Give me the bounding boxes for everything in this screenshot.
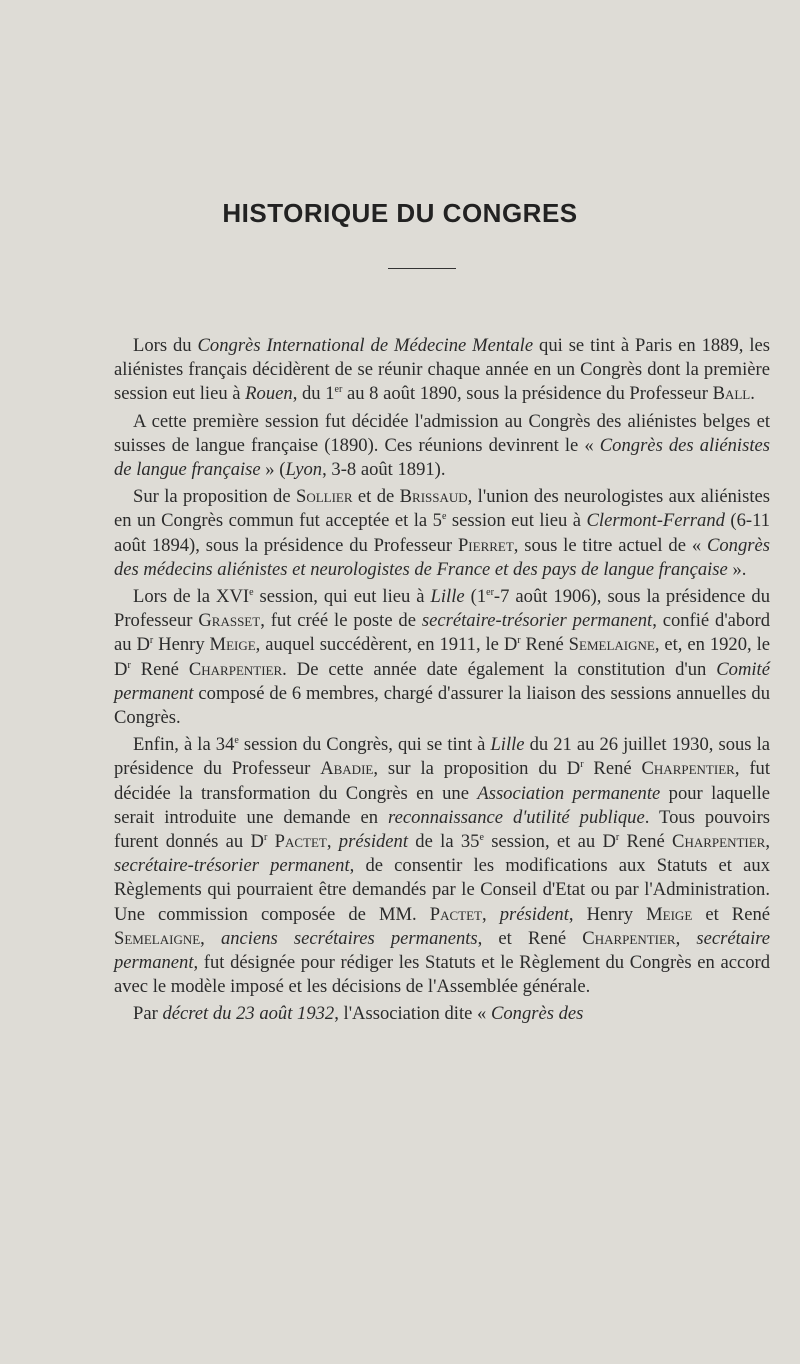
small-caps-name: Meige <box>646 903 693 925</box>
italic-run: secrétaire permanent <box>114 927 771 974</box>
small-caps-name: Semelaigne <box>114 927 201 949</box>
text-run: -7 août 1906), sous la présidence du Professeur <box>114 586 771 632</box>
small-caps-name: Charpentier <box>672 831 766 853</box>
text-run: , 3-8 août 1891). <box>322 459 446 481</box>
superscript: r <box>615 832 620 844</box>
text-run: , confié d'abord au D <box>114 610 771 656</box>
text-run: , fut désignée pour rédiger les Statuts et le Règlement du Congrès en accord avec le modèle imposé et les décisions de l'Assemblée générale. <box>114 952 770 998</box>
italic-run: Association permanente <box>477 782 661 804</box>
text-run: de la 35 <box>408 831 480 853</box>
text-run: , <box>675 927 697 949</box>
small-caps-name: Semelaigne <box>568 634 655 656</box>
superscript: er <box>486 587 494 599</box>
text-run: session du Congrès, qui se tint à <box>238 734 491 756</box>
italic-run: Rouen <box>245 383 293 405</box>
paragraph <box>114 1002 770 1026</box>
small-caps-name: Meige <box>209 634 256 656</box>
text-run: Enfin, à la 34 <box>133 734 235 756</box>
text-run: session, qui eut lieu à <box>253 586 431 608</box>
italic-run: reconnaissance d'utilité publique <box>388 806 645 828</box>
text-run: , et René <box>477 927 583 949</box>
text-run: , l'Association dite « <box>334 1003 491 1025</box>
text-run: René <box>130 658 189 680</box>
text-run: Sur la proposition de <box>133 486 296 508</box>
paragraph <box>114 485 770 582</box>
text-run: (1 <box>464 586 487 608</box>
text-run: , auquel succédèrent, en 1911, le D <box>255 634 518 656</box>
paragraph <box>114 410 770 483</box>
superscript: er <box>334 384 343 396</box>
italic-run: Clermont-Ferrand <box>586 510 725 532</box>
text-run: et de <box>352 486 400 508</box>
text-run: Lors du <box>133 335 198 356</box>
italic-run: Congrès des aliénistes de langue française <box>114 434 770 481</box>
small-caps-name: Charpentier <box>188 658 283 680</box>
text-run: et René <box>692 903 770 925</box>
text-run: René <box>619 831 673 853</box>
text-run: au 8 août 1890, sous la présidence du Professeur <box>342 383 713 405</box>
text-run: , fut créé le poste de <box>260 610 422 632</box>
small-caps-name: Pactet <box>429 903 482 925</box>
superscript: r <box>263 832 268 844</box>
superscript: e <box>441 511 447 523</box>
title-divider <box>388 268 456 269</box>
italic-run: Congrès International de Médecine Mentale <box>197 335 534 356</box>
text-run: , l'union des neurologistes aux aliénistes en un Congrès commun fut acceptée et la 5 <box>114 486 770 532</box>
page-title: HISTORIQUE DU CONGRES <box>222 198 578 228</box>
superscript: r <box>149 635 154 647</box>
text-run: A cette première session fut décidée l'admission au Congrès des aliénistes belges et suisses de langue française (1890). Ces réunions devinrent le « <box>114 410 770 456</box>
italic-run: Congrès des <box>490 1003 584 1025</box>
small-caps-name: Sollier <box>295 486 353 508</box>
italic-run: président <box>499 903 569 925</box>
text-run: composé de 6 membres, chargé d'assurer la liaison des sessions annuelles du Congrès. <box>114 682 770 729</box>
superscript: r <box>127 659 131 671</box>
superscript: e <box>479 832 484 844</box>
italic-run: secrétaire-trésorier permanent <box>114 855 350 877</box>
italic-run: anciens secrétaires permanents <box>220 927 478 949</box>
text-run: , <box>481 903 500 925</box>
text-run: René <box>583 758 642 780</box>
text-run: . <box>750 383 755 405</box>
small-caps-name: Charpentier <box>641 758 735 780</box>
text-run: , Henry <box>568 903 647 925</box>
small-caps-name: Pactet <box>274 831 327 853</box>
text-run <box>267 831 274 852</box>
italic-run: président <box>338 831 408 853</box>
superscript: r <box>517 635 521 647</box>
small-caps-name: Grasset <box>198 610 261 632</box>
italic-run: Lille <box>430 586 465 608</box>
italic-run: secrétaire-trésorier permanent <box>421 610 653 632</box>
text-run: . De cette année date également la constitution d'un <box>282 658 717 680</box>
text-run: , <box>326 831 339 853</box>
text-run: Par <box>133 1003 163 1025</box>
small-caps-name: Ball <box>712 383 751 405</box>
italic-run: Lyon <box>285 459 323 481</box>
small-caps-name: Abadie <box>320 758 374 780</box>
text-run: pour laquelle serait introduite une demande en <box>114 782 770 828</box>
text-run: , <box>200 927 221 949</box>
small-caps-name: Pierret <box>457 534 514 556</box>
text-run: Lors de la XVI <box>133 586 250 608</box>
text-run: Henry <box>153 634 210 656</box>
text-run: René <box>520 634 569 656</box>
paragraph <box>114 585 770 730</box>
italic-run: Congrès des médecins aliénistes et neurologistes de France et des pays de langue française <box>114 534 770 580</box>
text-run: , sous le titre actuel de « <box>513 534 707 556</box>
italic-run: Lille <box>490 734 525 756</box>
text-run: . Tous pouvoirs furent donnés au D <box>114 806 771 853</box>
body-text <box>114 334 770 1030</box>
text-run: , de consentir les modifications aux Statuts et aux Règlements qui pourraient être demandés par le Conseil d'Etat ou par l'Administration. Une commission composée de MM. <box>114 855 770 925</box>
superscript: e <box>249 587 254 599</box>
text-run: session eut lieu à <box>446 510 587 532</box>
text-run: (6-11 août 1894), sous la présidence du Professeur <box>114 510 771 556</box>
text-run: , fut décidée la transformation du Congrès en une <box>114 758 770 804</box>
superscript: e <box>234 735 239 747</box>
paragraph <box>114 733 770 999</box>
text-run: , <box>765 831 770 853</box>
text-run: session, et au D <box>483 831 616 853</box>
text-run: du 21 au 26 juillet 1930, sous la présidence du Professeur <box>114 734 770 780</box>
text-run: qui se tint à Paris en 1889, les aliénistes français décidèrent de se réunir chaque année en un Congrès dont la première session eut lieu à <box>114 335 770 405</box>
superscript: r <box>580 759 584 771</box>
paragraph <box>114 334 770 407</box>
small-caps-name: Charpentier <box>582 927 676 949</box>
small-caps-name: Brissaud <box>399 486 468 508</box>
text-run: » ( <box>260 459 286 481</box>
text-run: , et, en 1920, le D <box>114 634 770 680</box>
text-run: ». <box>727 558 747 580</box>
italic-run: décret du 23 août 1932 <box>162 1003 335 1025</box>
italic-run: Comité permanent <box>114 658 770 704</box>
text-run: , du 1 <box>292 383 335 405</box>
text-run: , sur la proposition du D <box>373 758 581 780</box>
